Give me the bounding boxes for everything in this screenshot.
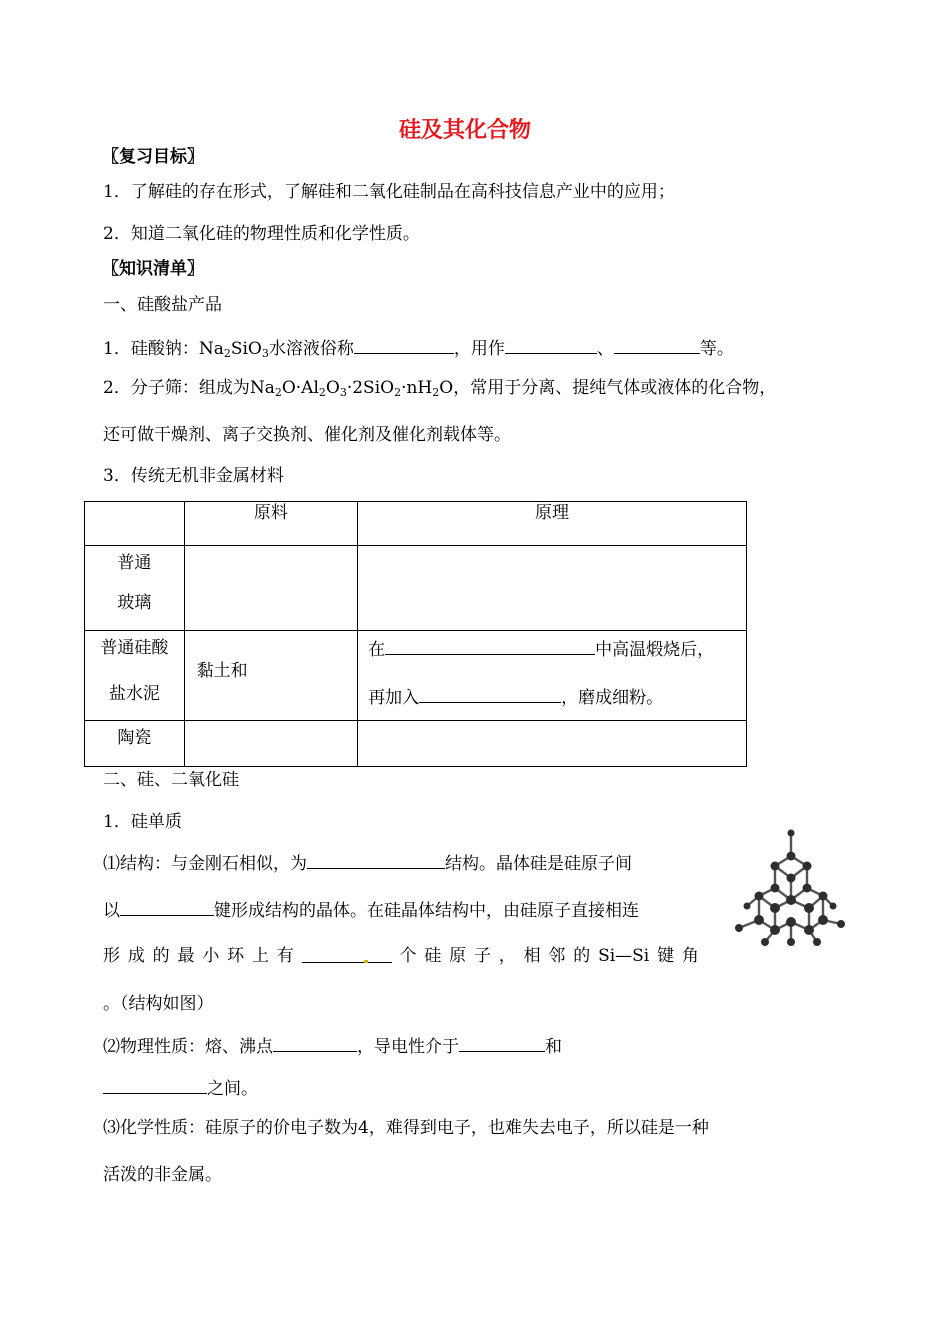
- cell-glass-material[interactable]: [184, 546, 357, 631]
- table-row: [85, 631, 747, 721]
- char: 形: [103, 946, 120, 966]
- char: ，: [498, 946, 516, 966]
- principle-text: 中高温煅烧后，: [595, 640, 715, 660]
- review-item-2: 2．知道二氧化硅的物理性质和化学性质。: [103, 224, 420, 244]
- materials-table: [84, 501, 747, 767]
- principle-text: ，磨成细粉。: [561, 688, 664, 708]
- formula-part: O: [439, 378, 454, 398]
- common-name-label: 水溶液俗称: [268, 339, 354, 359]
- char: 的: [573, 946, 591, 966]
- header-empty: [85, 502, 185, 546]
- formula-part: O: [325, 378, 340, 398]
- physical-text: 和: [545, 1037, 562, 1057]
- cell-ceramics-principle[interactable]: [358, 721, 747, 767]
- sub: 2: [223, 347, 231, 360]
- cell-cement-material: 黏土和: [184, 631, 357, 721]
- formula-part: ·2SiO: [346, 378, 395, 398]
- structure-text: ⑴结构：与金刚石相似，为: [103, 854, 307, 874]
- structure-line-1: [103, 851, 632, 875]
- knowledge-heading: 〖知识清单〗: [102, 259, 204, 279]
- structure-text: 结构。晶体硅是硅原子间: [445, 854, 632, 874]
- header-principle: 原理: [358, 502, 747, 546]
- structure-text: 以: [103, 901, 120, 921]
- char: 邻: [548, 946, 566, 966]
- physical-line-1: [103, 1034, 562, 1058]
- mark: [364, 960, 368, 963]
- label-line: 普通: [117, 553, 152, 573]
- char: 最: [177, 946, 195, 966]
- structure-line-4: 。（结构如图）: [103, 994, 214, 1014]
- cell-cement-principle: [358, 631, 747, 721]
- sub: 2: [274, 386, 282, 399]
- header-material: 原料: [184, 502, 357, 546]
- char: 环: [227, 946, 245, 966]
- blank-bond-type[interactable]: [120, 898, 214, 916]
- sodium-silicate-line: [103, 336, 734, 360]
- char: 成: [127, 946, 145, 966]
- blank-common-name[interactable]: [354, 336, 454, 354]
- blank-conductor-2[interactable]: [103, 1076, 207, 1094]
- physical-text: ⑵物理性质：熔、沸点: [103, 1037, 273, 1057]
- structure-line-2: [103, 898, 639, 922]
- physical-line-2: [103, 1076, 258, 1100]
- structure-text: 键形成结构的晶体。在硅晶体结构中，由硅原子直接相连: [214, 901, 639, 921]
- table-header-row: [85, 502, 747, 546]
- label-line: 玻璃: [117, 593, 152, 613]
- page-title: 硅及其化合物: [399, 118, 532, 143]
- sub: 2: [318, 386, 326, 399]
- blank-use-1[interactable]: [505, 336, 597, 354]
- traditional-materials-heading: 3．传统无机非金属材料: [103, 466, 284, 486]
- sieve-text: ，常用于分离、提纯气体或液体的化合物，: [453, 378, 777, 398]
- char: 子: [473, 946, 491, 966]
- blank-ring-atoms[interactable]: [302, 945, 392, 963]
- cell-ceramics-material[interactable]: [184, 721, 357, 767]
- sub: 3: [261, 347, 269, 360]
- physical-text: ，导电性介于: [357, 1037, 459, 1057]
- char: 有: [276, 946, 294, 966]
- row-label-ceramics: [85, 721, 185, 767]
- table-row: [85, 721, 747, 767]
- char: 角: [681, 946, 699, 966]
- molecular-sieve-line-2: 还可做干燥剂、离子交换剂、催化剂及催化剂载体等。: [103, 425, 511, 445]
- sub: 3: [339, 386, 347, 399]
- table-row: [85, 546, 747, 631]
- row-label-glass: [85, 546, 185, 631]
- label-line: 盐水泥: [108, 684, 160, 704]
- part1-heading: 一、硅酸盐产品: [103, 295, 222, 315]
- silicon-crystal-structure-image: [725, 826, 849, 950]
- silicon-element-heading: 1．硅单质: [103, 812, 182, 832]
- part2-heading: 二、硅、二氧化硅: [103, 770, 239, 790]
- end-text: 等。: [699, 339, 734, 359]
- char: 相: [523, 946, 541, 966]
- char: 的: [152, 946, 170, 966]
- sub: 2: [432, 386, 440, 399]
- label-line: 普通硅酸: [100, 638, 169, 658]
- char: 原: [449, 946, 467, 966]
- char: 硅: [424, 946, 442, 966]
- blank-use-2[interactable]: [614, 336, 700, 354]
- structure-line-3: [103, 945, 699, 967]
- chemical-line-1: ⑶化学性质：硅原子的价电子数为4，难得到电子，也难失去电子，所以硅是一种: [103, 1118, 709, 1138]
- review-item-1: 1．了解硅的存在形式，了解硅和二氧化硅制品在高科技信息产业中的应用；: [103, 182, 675, 202]
- formula-part: ·nH: [401, 378, 433, 398]
- blank-calcine-equipment[interactable]: [385, 637, 595, 655]
- char: 个: [399, 946, 417, 966]
- review-heading: 〖复习目标〗: [102, 147, 204, 167]
- label-line: 陶瓷: [117, 728, 152, 748]
- blank-additive[interactable]: [419, 685, 561, 703]
- char: 键: [657, 946, 675, 966]
- chemical-line-2: 活泼的非金属。: [103, 1165, 222, 1185]
- use-label: ，用作: [453, 339, 505, 359]
- char: Si—Si: [598, 946, 650, 966]
- blank-structure-type[interactable]: [307, 851, 445, 869]
- sio-text: SiO: [230, 339, 262, 359]
- principle-text: 在: [368, 640, 386, 660]
- char: 上: [251, 946, 269, 966]
- cell-glass-principle[interactable]: [358, 546, 747, 631]
- blank-conductor-1[interactable]: [459, 1034, 545, 1052]
- char: 小: [202, 946, 220, 966]
- physical-text: 之间。: [207, 1079, 258, 1099]
- principle-text: 再加入: [368, 688, 420, 708]
- molecular-sieve-line: [103, 377, 776, 399]
- blank-melting-point[interactable]: [273, 1034, 357, 1052]
- na-text: 1．硅酸钠：Na: [103, 339, 224, 359]
- sieve-prefix: 2．分子筛：组成为Na: [103, 378, 275, 398]
- row-label-cement: [85, 631, 185, 721]
- formula-part: O·Al: [281, 378, 319, 398]
- separator: 、: [596, 339, 614, 359]
- sub: 2: [394, 386, 402, 399]
